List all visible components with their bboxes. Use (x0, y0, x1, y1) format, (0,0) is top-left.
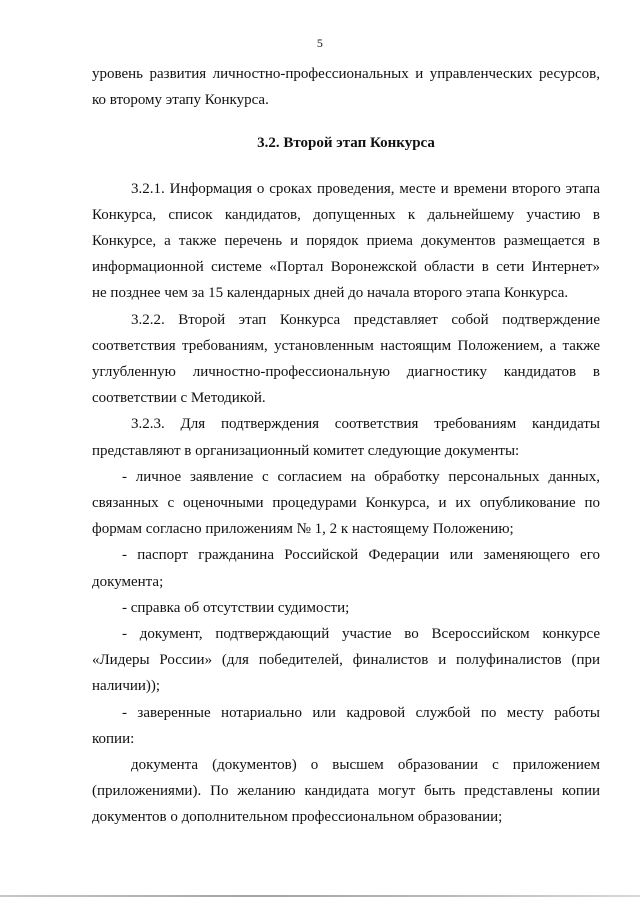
text-line: - личное заявление с согласием на обработку персональных данных, (122, 468, 600, 485)
paragraph-3-2-2 (92, 307, 600, 412)
text-line: - документ, подтверждающий участие во Всероссийском конкурсе (122, 626, 600, 643)
text-line: (приложениями). По желанию кандидата могут быть представлены копии (92, 783, 600, 800)
list-item-leaders-of-russia (92, 621, 600, 700)
text-line: связанных с оценочными процедурами Конкурса, и их опубликование по (92, 495, 600, 512)
page-number: 5 (316, 36, 324, 50)
text-line: 3.2.3. Для подтверждения соответствия требованиям кандидаты (131, 416, 600, 433)
text-line: уровень развития личностно-профессиональных и управленческих ресурсов, (92, 66, 600, 82)
text-line: Конкурса, список кандидатов, допущенных к дальнейшему участию в (92, 206, 600, 223)
page-content (92, 61, 600, 831)
text-line: соответствии с Методикой. (92, 390, 266, 407)
text-line: соответствия требованиям, установленным настоящим Положением, а также (92, 337, 600, 354)
intro-paragraph (92, 61, 600, 113)
text-line: формам согласно приложениям № 1, 2 к настоящему Положению; (92, 521, 514, 538)
text-line: документа; (92, 573, 164, 590)
text-line: - паспорт гражданина Российской Федерации или заменяющего его (122, 547, 600, 564)
paragraph-education-documents (92, 752, 600, 831)
list-item-application (92, 464, 600, 543)
scan-edge-line (0, 895, 640, 897)
text-line: документа (документов) о высшем образовании с приложением (131, 757, 600, 774)
list-item-passport (92, 542, 600, 594)
text-line: - справка об отсутствии судимости; (122, 599, 350, 616)
list-item-certified-copies (92, 700, 600, 752)
text-line: «Лидеры России» (для победителей, финалистов и полуфиналистов (при (92, 652, 600, 669)
text-line: 3.2.1. Информация о сроках проведения, месте и времени второго этапа (131, 180, 600, 197)
list-item-criminal-record (92, 595, 600, 621)
text-line: 3.2.2. Второй этап Конкурса представляет собой подтверждение (131, 311, 600, 328)
text-line: ко второму этапу Конкурса. (92, 92, 269, 109)
section-heading: 3.2. Второй этап Конкурса (257, 135, 435, 152)
text-line: не позднее чем за 15 календарных дней до начала второго этапа Конкурса. (92, 285, 569, 302)
text-line: документов о дополнительном профессиональном образовании; (92, 809, 503, 826)
text-line: углубленную личностно-профессиональную диагностику кандидатов в (92, 364, 600, 381)
text-line: копии: (92, 730, 135, 747)
text-line: представляют в организационный комитет следующие документы: (92, 442, 520, 459)
paragraph-3-2-3 (92, 411, 600, 463)
paragraph-3-2-1 (92, 176, 600, 307)
text-line: наличии)); (92, 678, 161, 695)
text-line: информационной системе «Портал Воронежской области в сети Интернет» (92, 259, 600, 276)
text-line: - заверенные нотариально или кадровой службой по месту работы (122, 704, 600, 721)
text-line: Конкурсе, а также перечень и порядок приема документов размещается в (92, 233, 600, 250)
